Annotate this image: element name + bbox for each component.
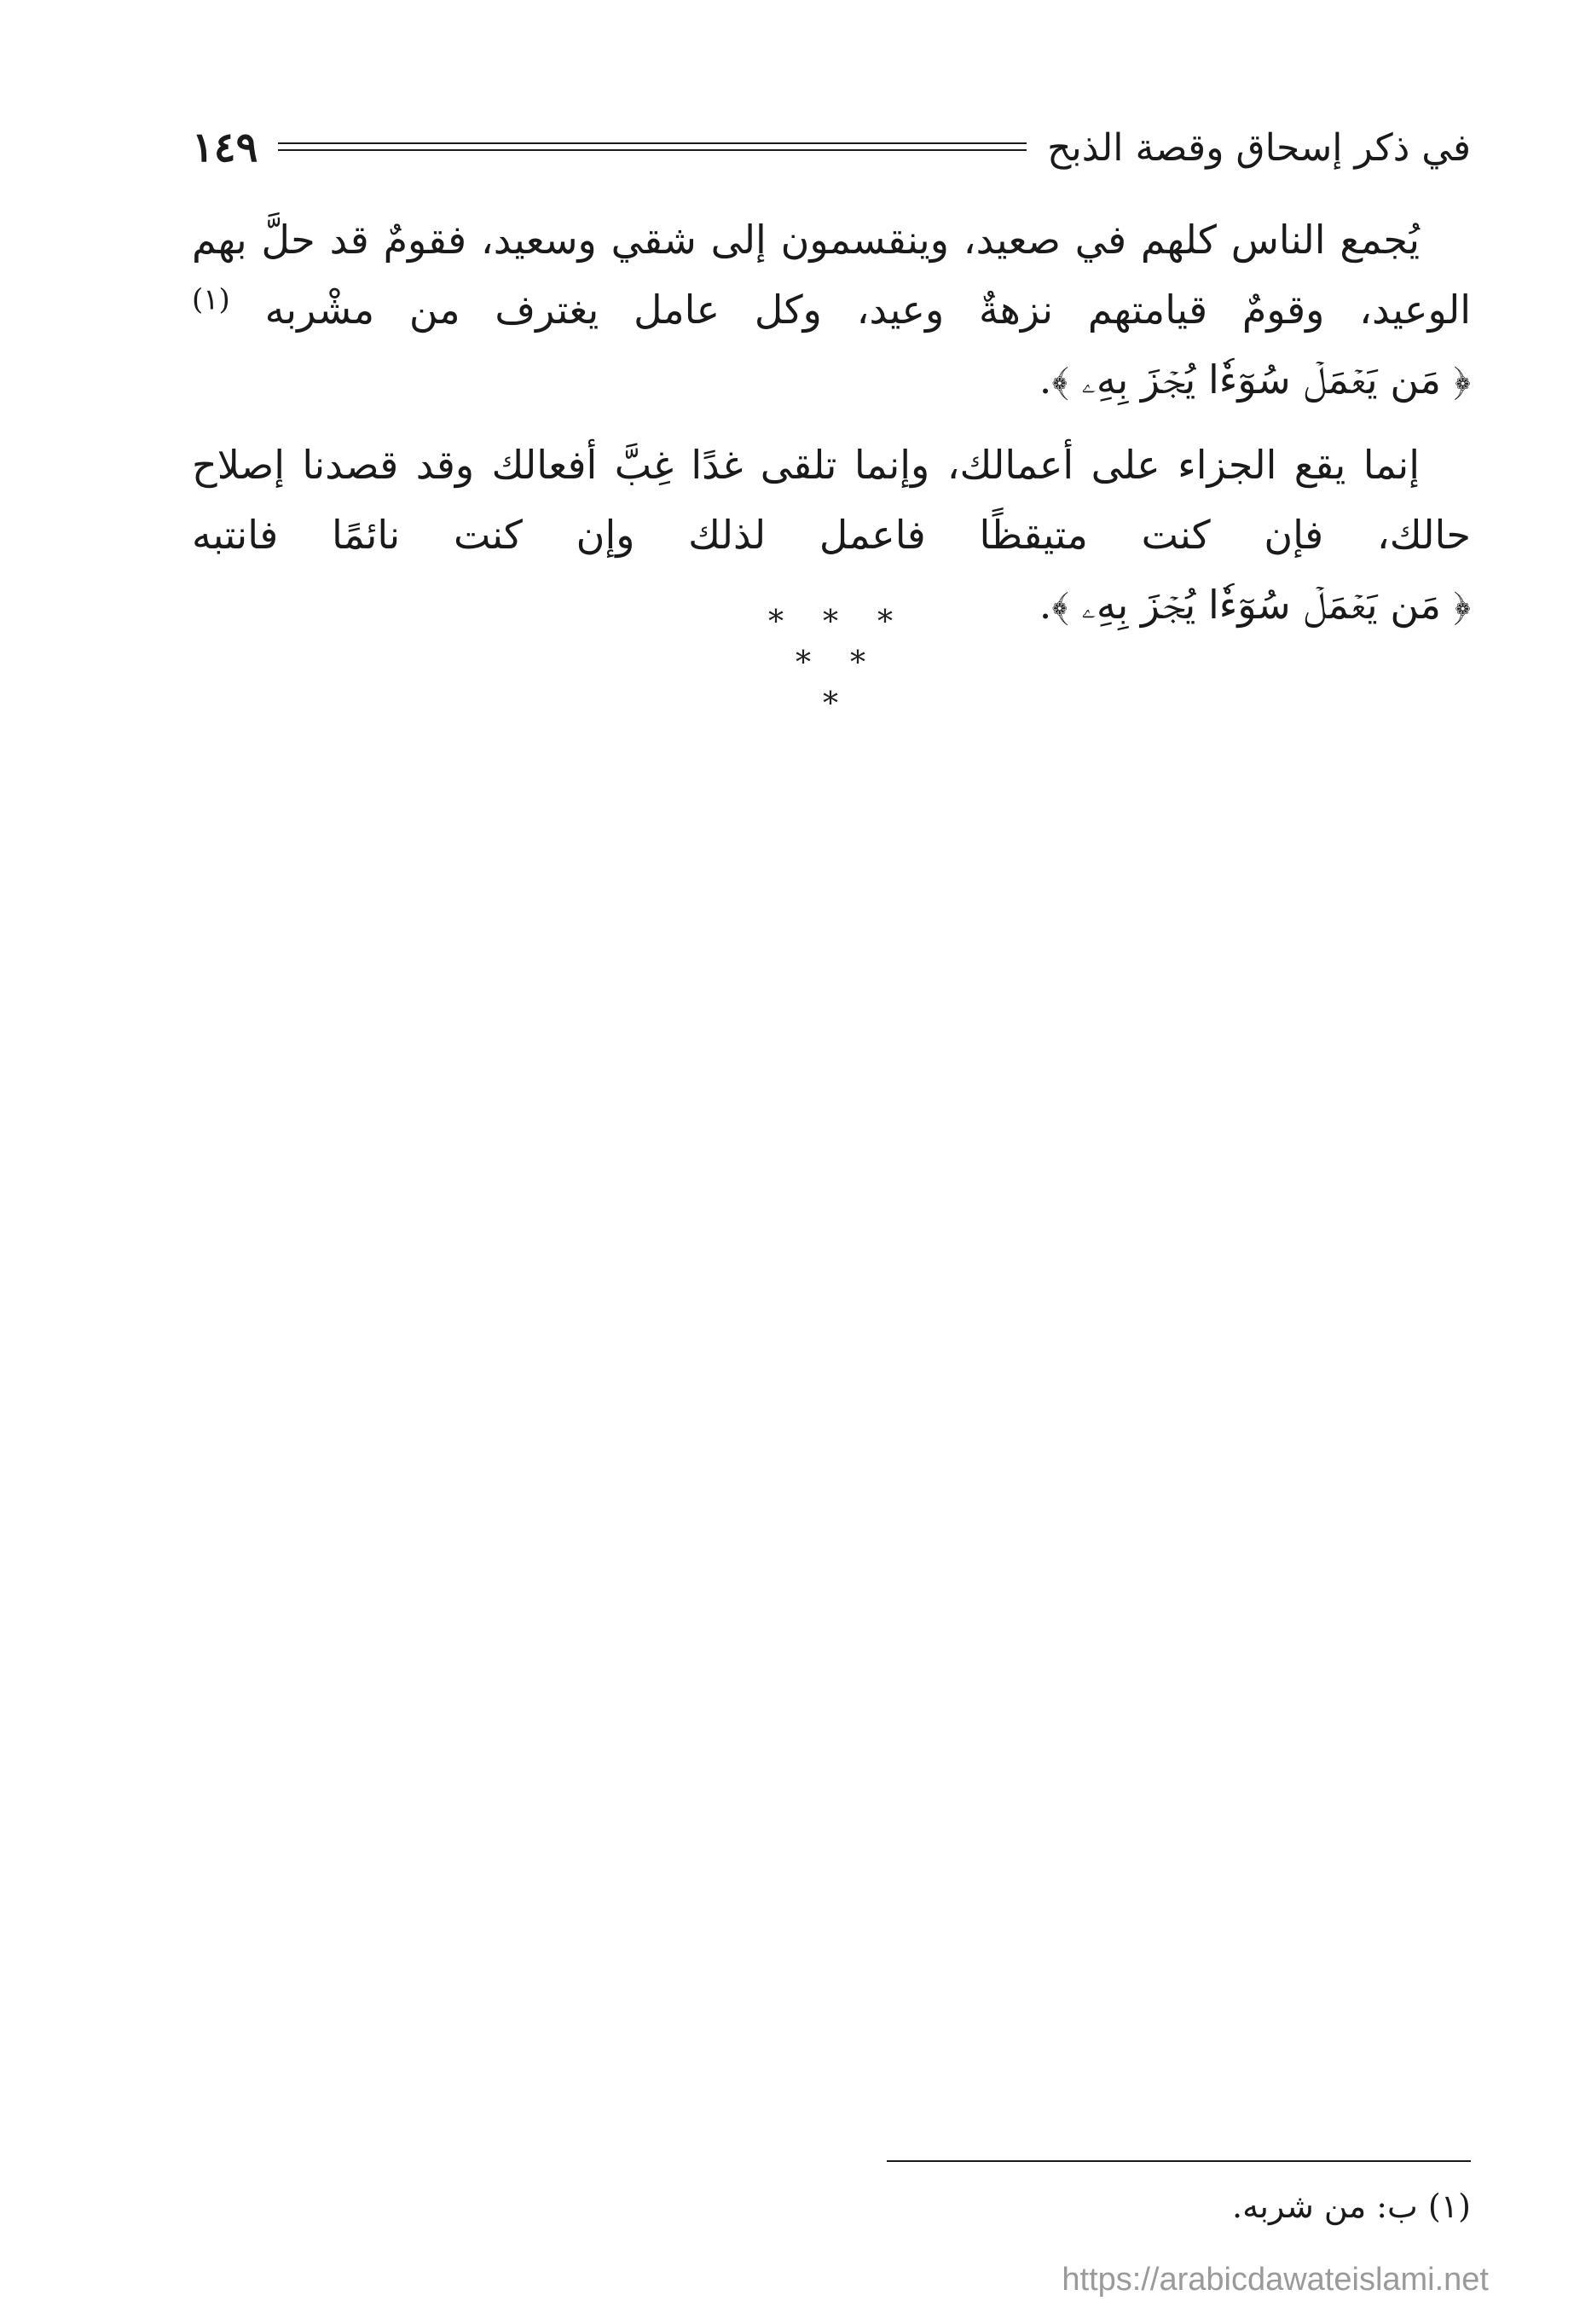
- footnote: (١) ب: من شربه.: [1231, 2188, 1471, 2225]
- footnote-rule: [887, 2160, 1471, 2162]
- star-ornament: *: [768, 605, 784, 640]
- running-title: في ذكر إسحاق وقصة الذبح: [1047, 125, 1471, 170]
- star-ornament: *: [796, 646, 811, 681]
- star-ornament: *: [877, 605, 893, 640]
- footnote-marker: (١): [192, 282, 230, 317]
- watermark-url: https://arabicdawateislami.net: [1062, 2262, 1489, 2298]
- header-rule: [278, 142, 1027, 154]
- paragraph-1: [192, 205, 1471, 414]
- paragraph-1-text: يُجمع الناس كلهم في صعيد، وينقسمون إلى شقي وسعيد، فقومٌ قد حلَّ بهم الوعيد، وقومٌ قيامتهم نزهةٌ وعيد، وكل عامل يغترف من مشْربه: [192, 217, 1472, 333]
- page-header: [192, 118, 1471, 177]
- star-ornament: *: [823, 605, 838, 640]
- paragraph-1-end: .: [1039, 356, 1052, 403]
- paragraph-2-end: .: [1039, 582, 1052, 628]
- body-text: [192, 205, 1471, 655]
- star-ornament: *: [850, 646, 865, 681]
- paragraph-2-text: إنما يقع الجزاء على أعمالك، وإنما تلقى غدًا غِبَّ أفعالك وقد قصدنا إصلاح حالك، فإن كنت متيقظًا فاعمل لذلك وإن كنت نائمًا فانتبه: [192, 442, 1471, 558]
- page-number: ١٤٩: [192, 124, 258, 171]
- quran-verse: ﴿ مَن يَعۡمَلۡ سُوٓءٗا يُجۡزَ بِهِۦ ﴾: [1051, 356, 1471, 403]
- quran-verse: ﴿ مَن يَعۡمَلۡ سُوٓءٗا يُجۡزَ بِهِۦ ﴾: [1051, 582, 1471, 628]
- star-ornament: *: [823, 687, 838, 722]
